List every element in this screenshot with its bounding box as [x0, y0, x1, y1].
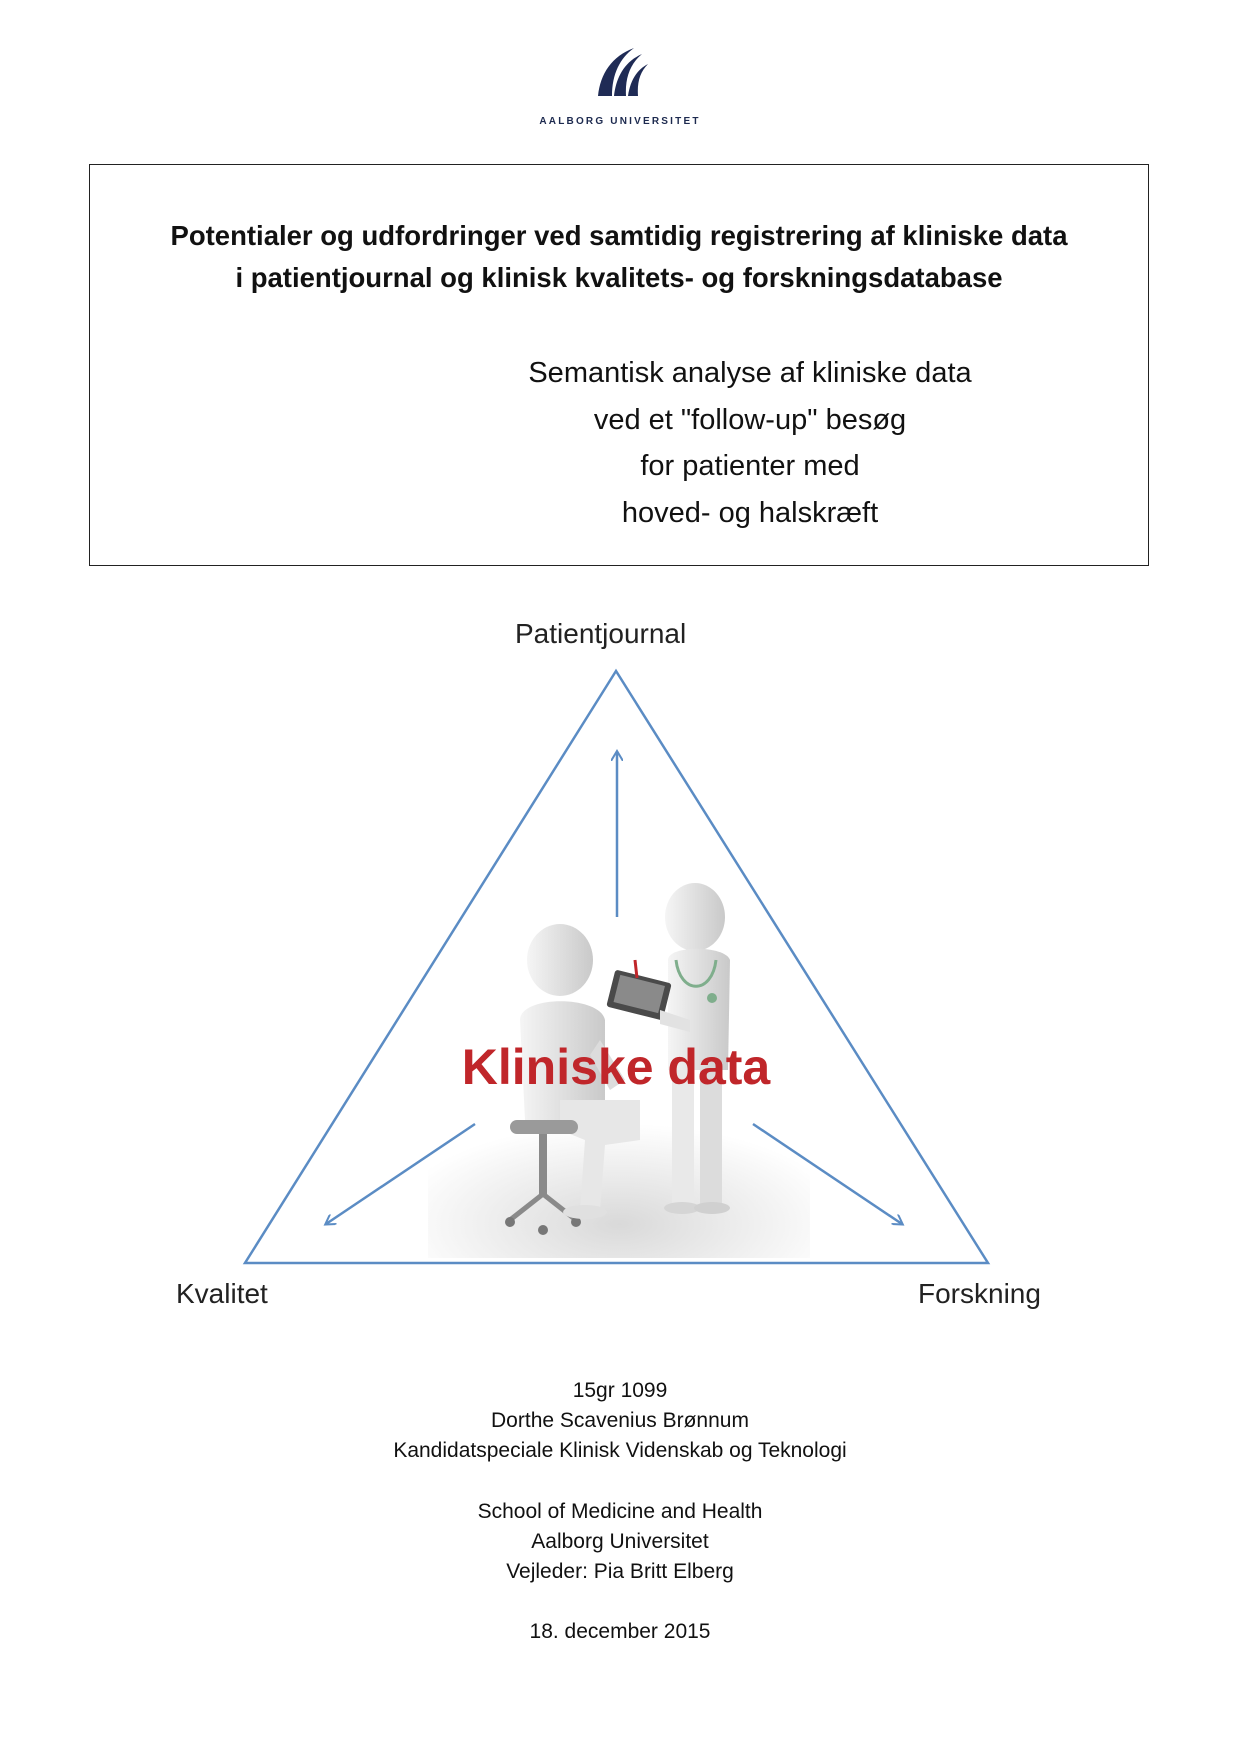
label-kvalitet: Kvalitet — [176, 1278, 268, 1309]
subtitle-line-1: Semantisk analyse af kliniske data — [528, 357, 972, 389]
thesis-title-line-1: Potentialer og udfordringer ved samtidig registrering af kliniske data — [170, 220, 1068, 251]
group-number: 15gr 1099 — [572, 1379, 668, 1402]
supervisor-name: Vejleder: Pia Britt Elberg — [506, 1560, 734, 1583]
clinical-data-diagram — [0, 600, 1240, 1330]
thesis-title-line-2: i patientjournal og klinisk kvalitets- og forskningsdatabase — [235, 262, 1003, 293]
thesis-subtitle — [420, 350, 1080, 536]
subtitle-line-2: ved et "follow-up" besøg — [593, 403, 907, 436]
title-box — [89, 164, 1149, 566]
label-patientjournal: Patientjournal — [515, 618, 687, 649]
submission-date: 18. december 2015 — [529, 1620, 711, 1643]
university-name: Aalborg Universitet — [531, 1530, 709, 1553]
aau-wave-icon — [590, 44, 650, 100]
label-forskning: Forskning — [918, 1278, 1041, 1309]
thesis-title — [90, 215, 1148, 299]
author-name: Dorthe Scavenius Brønnum — [491, 1409, 749, 1432]
subtitle-line-3: for patienter med — [640, 450, 860, 482]
school-name: School of Medicine and Health — [477, 1500, 763, 1523]
author-block — [0, 1376, 1240, 1466]
diagram-graphic — [0, 600, 1240, 1330]
school-block — [0, 1497, 1240, 1587]
center-label-kliniske-data: Kliniske data — [461, 1039, 771, 1095]
program-name: Kandidatspeciale Klinisk Videnskab og Teknologi — [393, 1439, 847, 1462]
logo-wordmark: AALBORG UNIVERSITET — [539, 116, 701, 127]
subtitle-line-4: hoved- og halskræft — [621, 496, 879, 529]
university-logo — [520, 44, 720, 134]
